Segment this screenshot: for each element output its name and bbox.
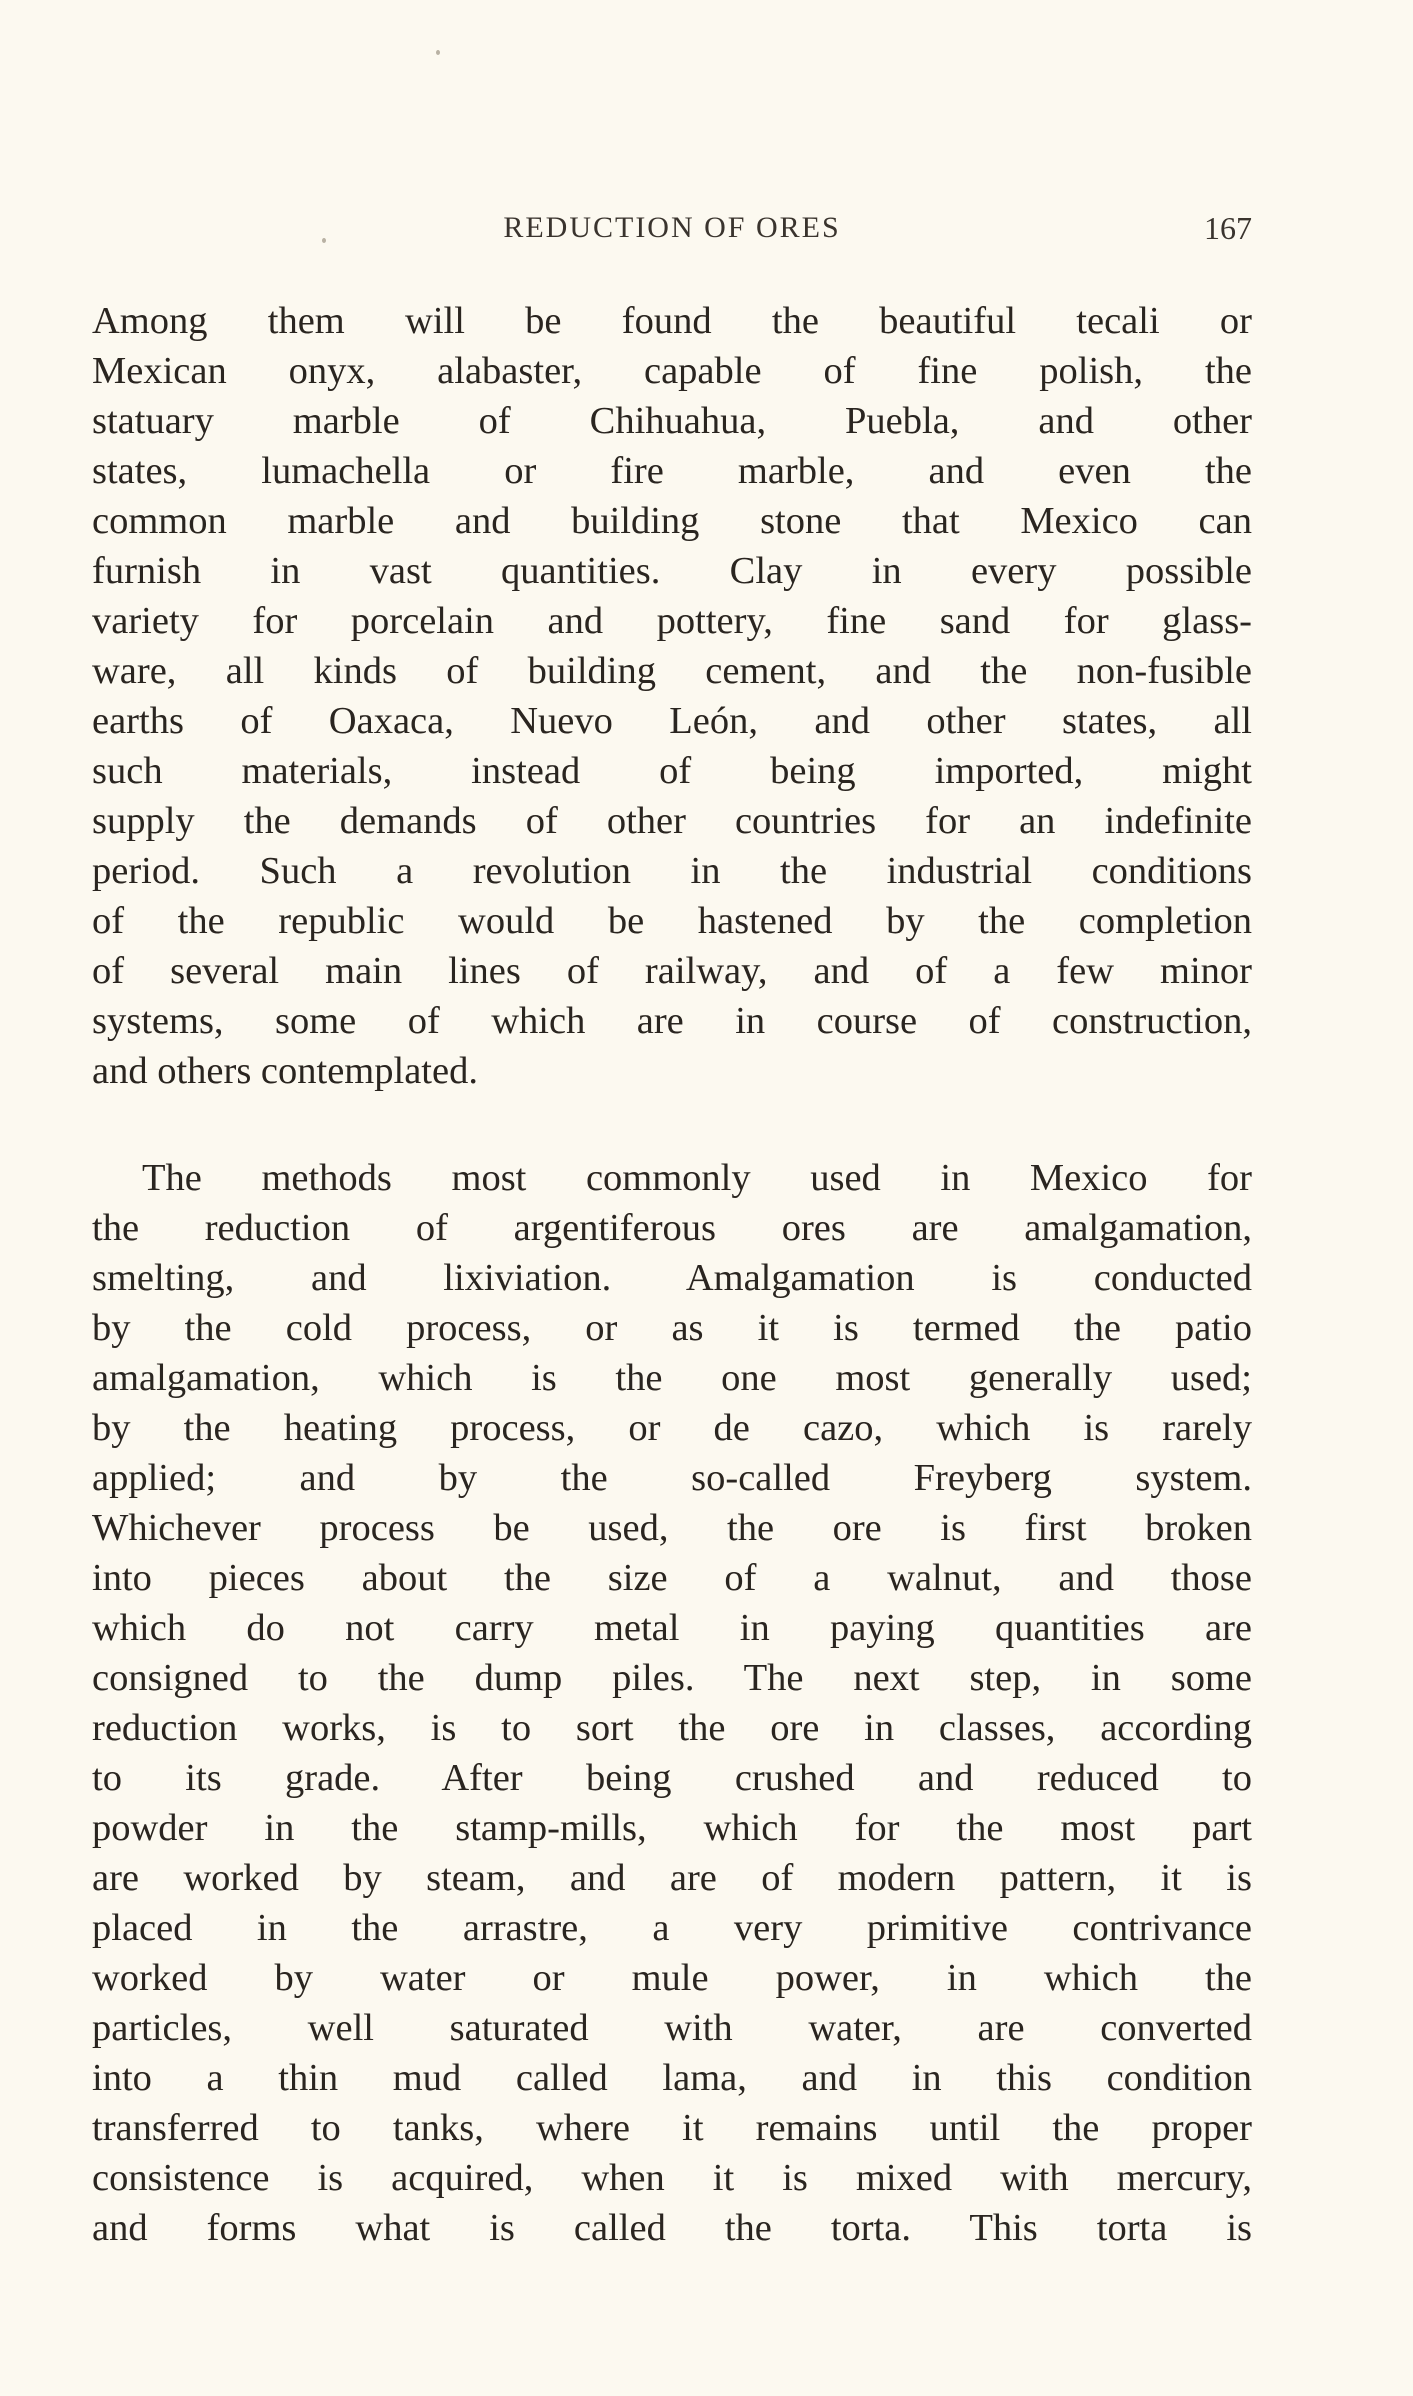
text-line: Mexican onyx, alabaster, capable of fine polish, the <box>92 350 1252 392</box>
text-line: common marble and building stone that Mexico can <box>92 500 1252 542</box>
text-line: worked by water or mule power, in which the <box>92 1957 1252 1999</box>
text-line: states, lumachella or fire marble, and even the <box>92 450 1252 492</box>
text-line: powder in the stamp-mills, which for the most part <box>92 1807 1252 1849</box>
text-line: systems, some of which are in course of construction, <box>92 1000 1252 1042</box>
running-title: REDUCTION OF ORES <box>503 211 841 244</box>
text-line: the reduction of argentiferous ores are amalgamation, <box>92 1207 1252 1249</box>
paragraph-1 <box>92 296 1252 1096</box>
text-line: earths of Oaxaca, Nuevo León, and other states, all <box>92 700 1252 742</box>
text-line: and others contemplated. <box>92 1050 478 1092</box>
text-line: variety for porcelain and pottery, fine sand for glass- <box>92 600 1252 642</box>
text-line: into pieces about the size of a walnut, and those <box>92 1557 1252 1599</box>
text-line: ware, all kinds of building cement, and the non-fusible <box>92 650 1252 692</box>
text-line: amalgamation, which is the one most generally used; <box>92 1357 1252 1399</box>
text-line: consistence is acquired, when it is mixed with mercury, <box>92 2157 1252 2199</box>
text-line: placed in the arrastre, a very primitive contrivance <box>92 1907 1252 1949</box>
text-line: period. Such a revolution in the industrial conditions <box>92 850 1252 892</box>
text-line: The methods most commonly used in Mexico for <box>142 1157 1252 1199</box>
text-line: furnish in vast quantities. Clay in every possible <box>92 550 1252 592</box>
text-line: statuary marble of Chihuahua, Puebla, and other <box>92 400 1252 442</box>
text-line: which do not carry metal in paying quantities are <box>92 1607 1252 1649</box>
text-line: to its grade. After being crushed and reduced to <box>92 1757 1252 1799</box>
text-line: applied; and by the so-called Freyberg system. <box>92 1457 1252 1499</box>
text-line: Whichever process be used, the ore is first broken <box>92 1507 1252 1549</box>
text-line: into a thin mud called lama, and in this condition <box>92 2057 1252 2099</box>
text-line: particles, well saturated with water, are converted <box>92 2007 1252 2049</box>
text-line: supply the demands of other countries for an indefinite <box>92 800 1252 842</box>
text-line: such materials, instead of being imported, might <box>92 750 1252 792</box>
text-line: of several main lines of railway, and of a few minor <box>92 950 1252 992</box>
text-line: smelting, and lixiviation. Amalgamation is conducted <box>92 1257 1252 1299</box>
paper-speck <box>436 50 440 55</box>
text-line: reduction works, is to sort the ore in classes, according <box>92 1707 1252 1749</box>
page-header <box>92 203 1252 253</box>
text-line: Among them will be found the beautiful tecali or <box>92 300 1252 342</box>
text-line: consigned to the dump piles. The next step, in some <box>92 1657 1252 1699</box>
page-number: 167 <box>1204 210 1252 246</box>
text-line: by the heating process, or de cazo, which is rarely <box>92 1407 1252 1449</box>
text-line: are worked by steam, and are of modern pattern, it is <box>92 1857 1252 1899</box>
text-line: transferred to tanks, where it remains until the proper <box>92 2107 1252 2149</box>
text-line: by the cold process, or as it is termed the patio <box>92 1307 1252 1349</box>
text-line: and forms what is called the torta. This torta is <box>92 2207 1252 2249</box>
text-line: of the republic would be hastened by the completion <box>92 900 1252 942</box>
paragraph-2 <box>92 1153 1252 2253</box>
